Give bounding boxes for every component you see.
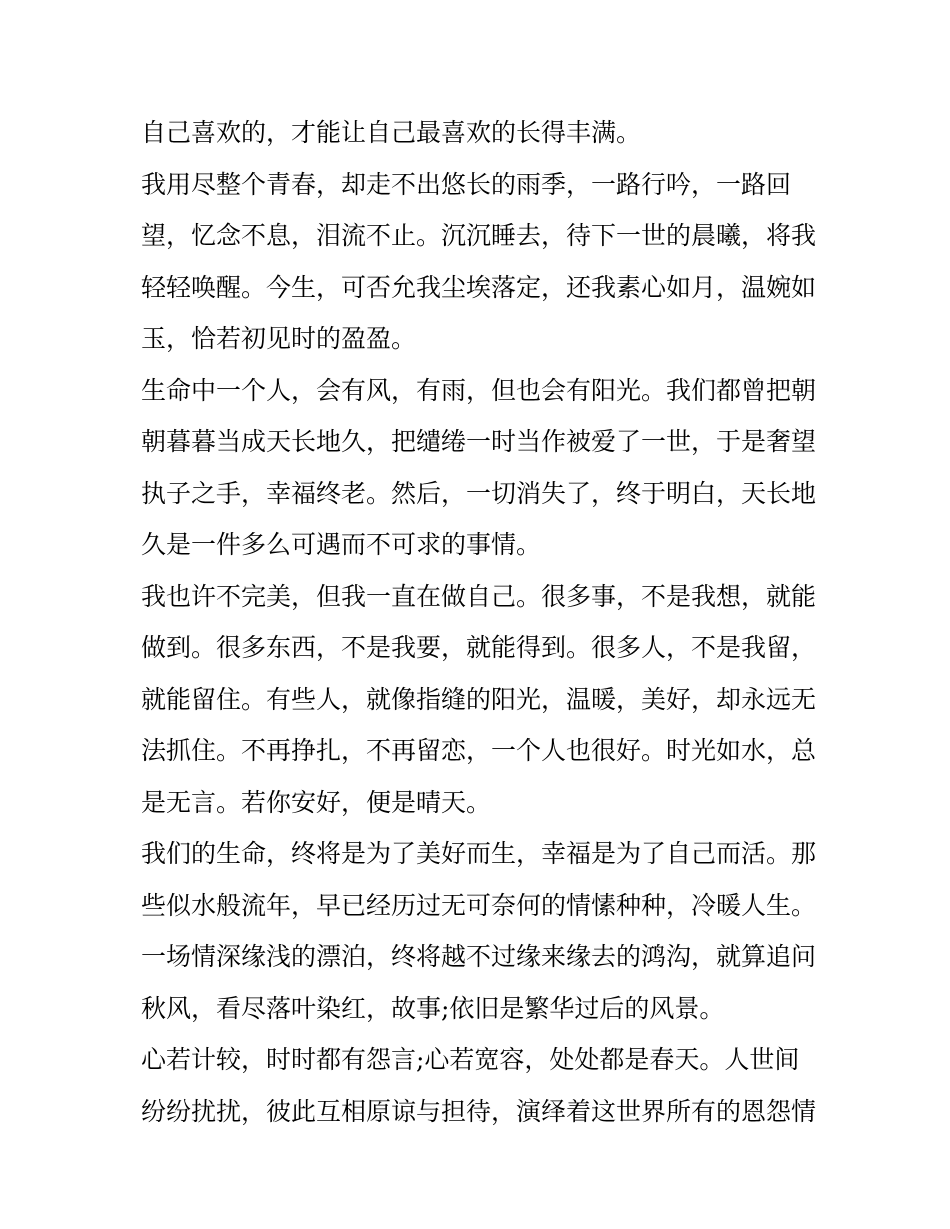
- text-line: 纷纷扰扰，彼此互相原谅与担待，演绎着这世界所有的恩怨情: [141, 1096, 817, 1126]
- text-line: 法抓住。不再挣扎，不再留恋，一个人也很好。时光如水，总: [141, 736, 817, 765]
- text-line: 就能留住。有些人，就像指缝的阳光，温暖，美好，却永远无: [141, 684, 817, 714]
- text-line: 我用尽整个青春，却走不出悠长的雨季，一路行吟，一路回: [141, 169, 792, 199]
- text-line: 生命中一个人，会有风，有雨，但也会有阳光。我们都曾把朝: [141, 375, 817, 405]
- text-line: 朝暮暮当成天长地久，把缱绻一时当作被爱了一世，于是奢望: [141, 427, 817, 456]
- text-line: 是无言。若你安好，便是晴天。: [141, 787, 492, 817]
- text-line: 望，忆念不息，泪流不止。沉沉睡去，待下一世的晨曦，将我: [141, 221, 817, 250]
- text-line: 自己喜欢的，才能让自己最喜欢的长得丰满。: [141, 118, 642, 147]
- text-line: 轻轻唤醒。今生，可否允我尘埃落定，还我素心如月，温婉如: [141, 272, 817, 302]
- body-text: [141, 107, 821, 1137]
- text-line: 久是一件多么可遇而不可求的事情。: [141, 530, 542, 559]
- text-line: 些似水般流年，早已经历过无可奈何的情愫种种，冷暖人生。: [141, 890, 817, 920]
- text-line: 执子之手，幸福终老。然后，一切消失了，终于明白，天长地: [141, 478, 817, 508]
- text-line: 一场情深缘浅的漂泊，终将越不过缘来缘去的鸿沟，就算追问: [141, 942, 817, 971]
- text-line: 我也许不完美，但我一直在做自己。很多事，不是我想，就能: [141, 581, 817, 611]
- text-line: 心若计较，时时都有怨言;心若宽容，处处都是春天。人世间: [141, 1045, 800, 1074]
- text-line: 做到。很多东西，不是我要，就能得到。很多人，不是我留，: [141, 633, 817, 662]
- text-line: 秋风，看尽落叶染红，故事;依旧是繁华过后的风景。: [141, 993, 725, 1023]
- text-line: 我们的生命，终将是为了美好而生，幸福是为了自己而活。那: [141, 839, 817, 868]
- text-line: 玉，恰若初见时的盈盈。: [141, 324, 417, 353]
